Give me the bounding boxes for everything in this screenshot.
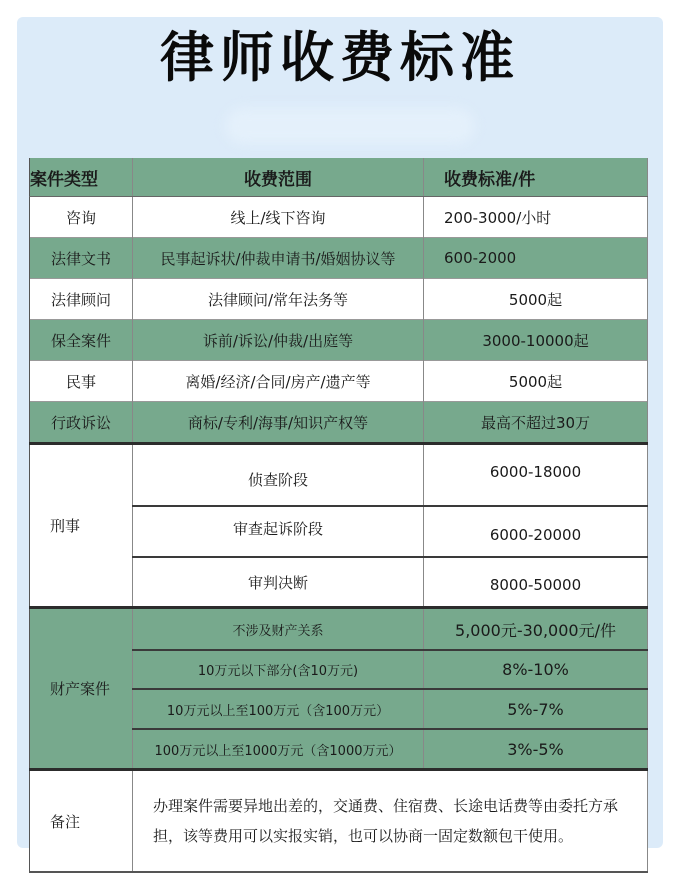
fee-standard: 3000-10000起 [424, 320, 648, 361]
fee-standard: 5,000元-30,000元/件 [424, 608, 648, 651]
case-type: 刑事 [30, 444, 133, 608]
table-row [30, 238, 648, 279]
criminal-row [30, 444, 648, 507]
case-type: 法律文书 [30, 238, 133, 279]
fee-standard: 5%-7% [424, 689, 648, 729]
fee-table [29, 158, 648, 873]
decorative-glow [225, 108, 475, 144]
fee-scope: 线上/线下咨询 [133, 197, 424, 238]
case-type: 保全案件 [30, 320, 133, 361]
table-row [30, 197, 648, 238]
fee-standard: 最高不超过30万 [424, 402, 648, 444]
note-row [30, 770, 648, 873]
note-text: 办理案件需要异地出差的，交通费、住宿费、长途电话费等由委托方承担，该等费用可以实报实销，也可以协商一固定数额包干使用。 [133, 770, 648, 873]
fee-scope: 侦查阶段 [133, 444, 424, 507]
table-row [30, 320, 648, 361]
fee-scope: 审判决断 [133, 557, 424, 608]
table-row [30, 279, 648, 320]
fee-standard: 200-3000/小时 [424, 197, 648, 238]
fee-scope: 10万元以上至100万元（含100万元） [133, 689, 424, 729]
fee-standard: 6000-20000 [424, 506, 648, 557]
case-type: 法律顾问 [30, 279, 133, 320]
note-label: 备注 [30, 770, 133, 873]
page-title: 律师收费标准 [160, 25, 520, 89]
fee-standard: 5000起 [424, 279, 648, 320]
fee-standard: 600-2000 [424, 238, 648, 279]
fee-standard: 6000-18000 [424, 444, 648, 507]
fee-standard: 5000起 [424, 361, 648, 402]
fee-scope: 诉前/诉讼/仲裁/出庭等 [133, 320, 424, 361]
fee-scope: 商标/专利/海事/知识产权等 [133, 402, 424, 444]
fee-standard: 3%-5% [424, 729, 648, 770]
header-fee: 收费标准/件 [424, 158, 648, 197]
fee-scope: 10万元以下部分(含10万元) [133, 650, 424, 689]
case-type: 财产案件 [30, 608, 133, 770]
header-scope: 收费范围 [133, 158, 424, 197]
fee-standard: 8000-50000 [424, 557, 648, 608]
case-type: 行政诉讼 [30, 402, 133, 444]
table-header-row [30, 158, 648, 197]
fee-scope: 100万元以上至1000万元（含1000万元） [133, 729, 424, 770]
fee-scope: 法律顾问/常年法务等 [133, 279, 424, 320]
property-row [30, 608, 648, 651]
case-type: 民事 [30, 361, 133, 402]
table-row [30, 361, 648, 402]
fee-scope: 审查起诉阶段 [133, 506, 424, 557]
table-row [30, 402, 648, 444]
case-type: 咨询 [30, 197, 133, 238]
fee-scope: 离婚/经济/合同/房产/遗产等 [133, 361, 424, 402]
fee-scope: 不涉及财产关系 [133, 608, 424, 651]
fee-scope: 民事起诉状/仲裁申请书/婚姻协议等 [133, 238, 424, 279]
fee-standard: 8%-10% [424, 650, 648, 689]
header-case-type: 案件类型 [30, 158, 133, 197]
